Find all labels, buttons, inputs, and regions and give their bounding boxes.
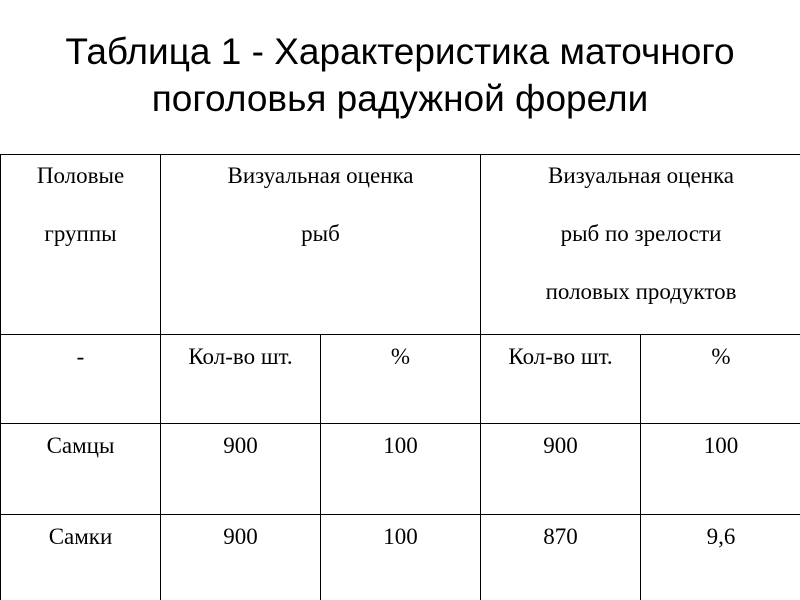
table-row xyxy=(1,515,800,600)
table-row xyxy=(1,424,800,515)
header-sex-groups: Половые группы xyxy=(1,155,161,335)
table-header-row xyxy=(1,155,800,335)
table-subheader-row xyxy=(1,335,800,424)
subheader-cell: Кол-во шт. xyxy=(161,335,321,424)
table-cell: 9,6 xyxy=(641,515,800,600)
subheader-cell: - xyxy=(1,335,161,424)
table-cell: 100 xyxy=(321,424,481,515)
table-cell: Самцы xyxy=(1,424,161,515)
table-cell: Самки xyxy=(1,515,161,600)
subheader-cell: % xyxy=(641,335,800,424)
table-cell: 870 xyxy=(481,515,641,600)
table-cell: 100 xyxy=(321,515,481,600)
table-cell: 900 xyxy=(161,515,321,600)
subheader-cell: Кол-во шт. xyxy=(481,335,641,424)
table-title-line-1: Таблица 1 - Характеристика маточного xyxy=(65,31,735,72)
header-maturity-assessment: Визуальная оценка рыб по зрелости половых продуктов xyxy=(481,155,800,335)
subheader-cell: % xyxy=(321,335,481,424)
table-cell: 900 xyxy=(161,424,321,515)
table-title xyxy=(0,28,800,122)
fish-characteristics-table xyxy=(0,154,800,600)
header-visual-assessment: Визуальная оценка рыб xyxy=(161,155,481,335)
table-cell: 900 xyxy=(481,424,641,515)
table-title-line-2: поголовья радужной форели xyxy=(151,78,649,119)
table-cell: 100 xyxy=(641,424,800,515)
